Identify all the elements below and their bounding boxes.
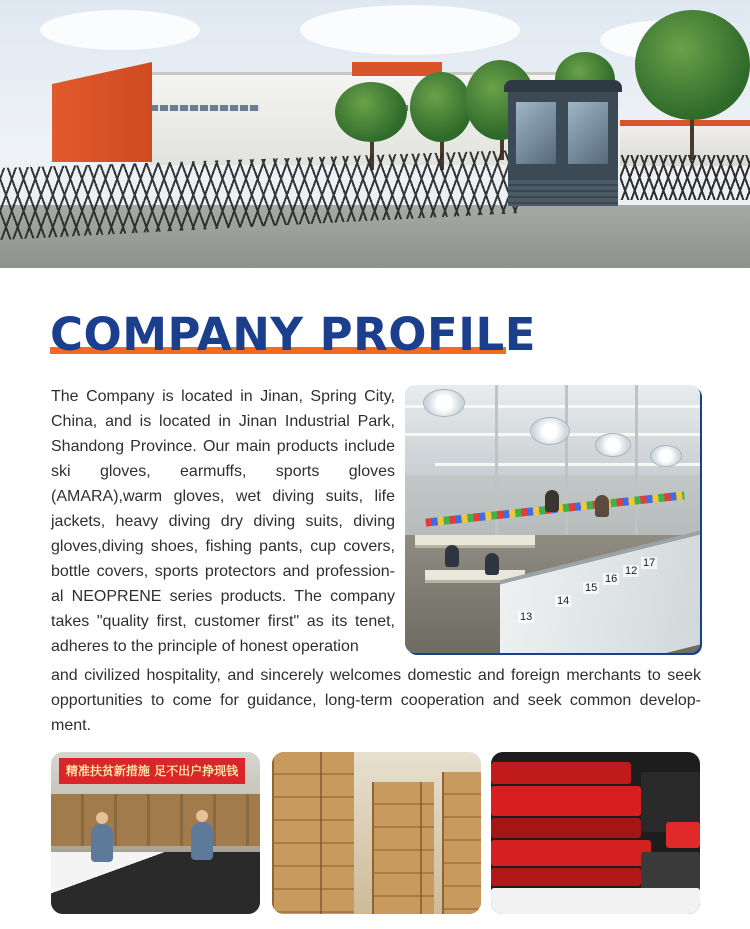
neoprene-sheet — [491, 840, 651, 866]
fan-icon — [650, 445, 682, 467]
worker — [191, 822, 213, 860]
worker — [445, 545, 459, 567]
worker — [91, 824, 113, 862]
neoprene-sheet — [491, 868, 641, 886]
carton-stack — [442, 772, 481, 914]
slogan-banner: 精准扶贫新措施 足不出户挣现钱 — [59, 758, 245, 784]
booth-base — [508, 180, 618, 206]
carton-stack — [372, 782, 434, 914]
neoprene-sheet — [491, 762, 631, 784]
carton-stack — [272, 752, 354, 914]
neoprene-sheet — [491, 818, 641, 838]
workshop-post — [565, 385, 568, 535]
sewing-table — [415, 535, 535, 548]
neoprene-sheet — [641, 852, 700, 892]
table-surface — [491, 888, 700, 914]
tree — [635, 10, 750, 120]
neoprene-sheet — [666, 822, 700, 848]
tree — [410, 72, 472, 142]
cutting-room-photo — [51, 752, 260, 914]
carton-stock-photo — [272, 752, 481, 914]
profile-paragraph-part-2: and civilized hospitality, and sincerely welcomes domestic and foreign merchants to seek opportunities to come for guidance, long-term cooperation and seek common develop-ment. — [51, 667, 701, 734]
page-title: COMPANY PROFILE — [50, 308, 536, 361]
worker — [595, 495, 609, 517]
station-number: 12 — [625, 565, 638, 577]
station-number: 14 — [557, 595, 570, 607]
neoprene-sheet — [491, 786, 641, 816]
cardboard-wall — [51, 794, 260, 846]
fan-icon — [595, 433, 631, 457]
worker — [545, 490, 559, 512]
worker — [485, 553, 499, 575]
cutting-table — [51, 852, 260, 914]
hero-factory-photo — [0, 0, 750, 268]
section-title-block — [50, 308, 536, 361]
red-building-facade — [52, 62, 152, 162]
building-windows — [150, 105, 260, 111]
booth-window — [568, 102, 608, 164]
tree — [335, 82, 407, 142]
workshop-post — [635, 385, 638, 535]
retractable-gate-right — [620, 155, 750, 200]
guard-booth — [508, 88, 618, 206]
booth-window — [516, 102, 556, 164]
booth-roof — [504, 80, 622, 92]
fan-icon — [530, 417, 570, 445]
station-number: 16 — [605, 573, 618, 585]
neoprene-sheets-photo — [491, 752, 700, 914]
profile-paragraph-part-1: The Company is located in Jinan, Spring City, China, and is located in Jinan Industrial Park, Shandong Province. Our main products include ski gloves, earmuffs, sports gloves (AMARA),warm gloves, wet diving suits, life jackets, heavy diving dry diving suits, diving gloves,diving shoes, fishing pants, cup covers, bottle covers, sports protectors and profession-al NEOPRENE series products. The company takes "quality first, customer first" as its tenet, adheres to the principle of honest operation — [51, 388, 395, 655]
cloud — [300, 5, 520, 55]
workshop-photo — [405, 385, 700, 653]
station-number: 17 — [643, 557, 656, 569]
fan-icon — [423, 389, 465, 417]
station-number: 13 — [520, 611, 533, 623]
cloud — [40, 10, 200, 50]
station-number: 15 — [585, 582, 598, 594]
worker-head — [196, 810, 208, 822]
worker-head — [96, 812, 108, 824]
